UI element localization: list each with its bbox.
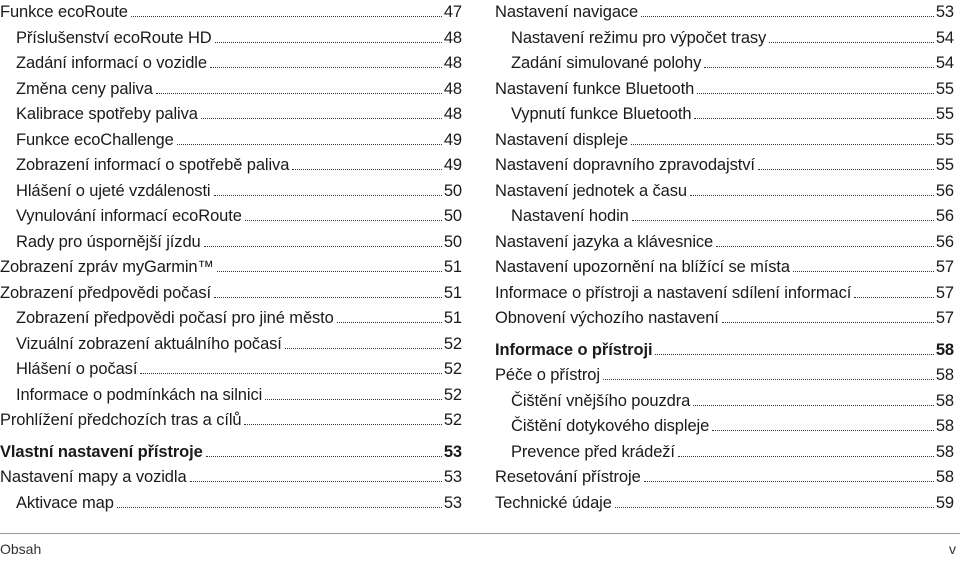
toc-entry-page: 48 [443,79,462,98]
toc-entry[interactable] [495,465,954,491]
toc-entry-title: Péče o přístroj [495,366,600,384]
toc-entry-title: Zobrazení předpovědi počasí pro jiné město [16,309,334,327]
toc-dot-leader [632,220,934,221]
toc-dot-leader [156,93,442,94]
toc-dot-leader [644,481,934,482]
toc-dot-leader [190,481,442,482]
toc-dot-leader [793,271,934,272]
toc-entry-title: Nastavení upozornění na blížící se místa [495,258,790,276]
toc-entry[interactable] [0,230,462,256]
toc-entry-page: 59 [935,493,954,512]
toc-entry[interactable] [0,204,462,230]
toc-entry-title: Informace o podmínkách na silnici [16,385,263,404]
toc-entry-page: 58 [935,391,954,410]
toc-dot-leader [214,195,442,196]
toc-entry-title: Obnovení výchozího nastavení [495,309,719,327]
toc-entry-page: 58 [935,366,954,384]
toc-entry-title: Funkce ecoChallenge [16,130,174,149]
toc-entry[interactable] [0,255,462,281]
toc-entry-page: 52 [443,411,462,429]
toc-dot-leader [265,399,442,400]
toc-entry[interactable] [495,153,954,179]
toc-entry-title: Nastavení jednotek a času [495,181,687,200]
toc-entry-page: 55 [935,130,954,149]
toc-entry-title: Informace o přístroji a nastavení sdílení informací [495,283,852,302]
toc-entry[interactable] [495,389,954,415]
toc-dot-leader [204,246,442,247]
toc-entry[interactable] [0,0,462,26]
toc-entry[interactable] [0,153,462,179]
toc-entry[interactable] [495,255,954,281]
toc-dot-leader [603,379,934,380]
toc-entry-title: Nastavení hodin [511,207,629,225]
toc-entry-page: 48 [443,105,462,123]
toc-entry[interactable] [495,306,954,332]
toc-entry-title: Zadání informací o vozidle [16,54,207,72]
toc-entry-page: 47 [443,3,462,21]
toc-dot-leader [631,144,934,145]
toc-entry-page: 50 [443,232,462,251]
toc-entry-page: 58 [935,417,954,435]
toc-entry-title: Změna ceny paliva [16,79,153,98]
toc-entry-page: 48 [443,28,462,47]
toc-entry-title: Nastavení navigace [495,3,639,21]
toc-entry-page: 49 [443,156,462,174]
toc-entry-page: 56 [935,181,954,200]
toc-entry[interactable] [495,363,954,389]
toc-dot-leader [292,169,442,170]
toc-dot-leader [678,456,934,457]
toc-entry-page: 55 [935,105,954,123]
toc-entry[interactable] [0,102,462,128]
toc-entry-page: 57 [935,309,954,327]
footer-section-label: Obsah [0,541,42,557]
toc-entry[interactable] [495,102,954,128]
toc-entry-page: 53 [443,442,462,461]
toc-entry-title: Prohlížení předchozích tras a cílů [0,411,242,429]
toc-entry-title: Vynulování informací ecoRoute [16,207,242,225]
toc-entry-title: Nastavení režimu pro výpočet trasy [511,28,767,47]
toc-entry-title: Prevence před krádeží [511,442,675,461]
toc-entry-title: Rady pro úspornější jízdu [16,232,201,251]
toc-entry[interactable] [495,491,954,517]
toc-entry-title: Zadání simulované polohy [511,54,702,72]
toc-dot-leader [201,118,442,119]
toc-dot-leader [722,322,934,323]
toc-dot-leader [694,118,933,119]
toc-entry[interactable] [0,128,462,154]
toc-entry[interactable] [495,338,954,364]
toc-left-column [0,0,462,516]
toc-dot-leader [337,322,442,323]
toc-entry[interactable] [0,465,462,491]
toc-entry[interactable] [495,204,954,230]
toc-entry[interactable] [0,332,462,358]
toc-dot-leader [140,373,442,374]
toc-entry[interactable] [0,77,462,103]
toc-entry[interactable] [495,179,954,205]
toc-dot-leader [697,93,934,94]
toc-entry[interactable] [0,440,462,466]
toc-entry-page: 53 [935,3,954,21]
toc-dot-leader [285,348,442,349]
toc-entry-page: 54 [935,28,954,47]
toc-entry-title: Funkce ecoRoute [0,3,128,21]
toc-entry-title: Nastavení funkce Bluetooth [495,79,695,98]
toc-entry-title: Aktivace map [16,493,114,512]
toc-entry[interactable] [0,357,462,383]
toc-dot-leader [758,169,934,170]
toc-entry[interactable] [495,440,954,466]
toc-entry[interactable] [495,0,954,26]
toc-dot-leader [641,16,934,17]
toc-entry-page: 51 [443,283,462,302]
toc-entry-page: 49 [443,130,462,149]
toc-entry-title: Zobrazení zpráv myGarmin™ [0,258,214,276]
toc-entry-title: Vypnutí funkce Bluetooth [511,105,692,123]
toc-entry-page: 57 [935,258,954,276]
toc-dot-leader [704,67,934,68]
toc-entry[interactable] [0,281,462,307]
toc-entry-title: Hlášení o ujeté vzdálenosti [16,181,211,200]
toc-dot-leader [131,16,442,17]
toc-dot-leader [655,354,933,355]
toc-entry[interactable] [0,491,462,517]
toc-entry-page: 57 [935,283,954,302]
toc-entry-title: Nastavení jazyka a klávesnice [495,232,714,251]
toc-entry[interactable] [0,26,462,52]
toc-entry[interactable] [495,230,954,256]
toc-entry-title: Kalibrace spotřeby paliva [16,105,198,123]
toc-dot-leader [716,246,934,247]
toc-dot-leader [769,42,934,43]
toc-entry[interactable] [495,77,954,103]
toc-entry[interactable] [495,414,954,440]
toc-entry-title: Čištění vnějšího pouzdra [511,391,691,410]
toc-entry[interactable] [0,383,462,409]
toc-entry-page: 50 [443,181,462,200]
toc-entry-page: 56 [935,232,954,251]
toc-entry[interactable] [0,51,462,77]
toc-dot-leader [690,195,934,196]
toc-entry[interactable] [495,281,954,307]
footer-divider [0,533,960,534]
toc-entry-page: 58 [935,340,954,359]
toc-dot-leader [244,424,441,425]
toc-entry-page: 55 [935,156,954,174]
toc-entry-page: 52 [443,385,462,404]
toc-entry-page: 53 [443,493,462,512]
toc-entry-title: Technické údaje [495,493,612,512]
toc-entry-page: 52 [443,360,462,378]
toc-dot-leader [177,144,442,145]
toc-dot-leader [615,507,934,508]
toc-entry-page: 51 [443,258,462,276]
toc-entry-page: 54 [935,54,954,72]
toc-dot-leader [217,271,442,272]
toc-dot-leader [854,297,934,298]
toc-entry[interactable] [0,179,462,205]
toc-entry-page: 48 [443,54,462,72]
toc-entry[interactable] [0,306,462,332]
toc-entry[interactable] [495,128,954,154]
toc-entry-title: Nastavení dopravního zpravodajství [495,156,755,174]
toc-entry-title: Vizuální zobrazení aktuálního počasí [16,334,282,353]
toc-entry-page: 51 [443,309,462,327]
toc-entry-page: 53 [443,468,462,486]
toc-dot-leader [206,456,442,457]
toc-entry-title: Nastavení displeje [495,130,629,149]
footer-page-number: v [949,541,956,557]
toc-dot-leader [215,42,442,43]
toc-dot-leader [117,507,442,508]
toc-entry-title: Vlastní nastavení přístroje [0,442,203,461]
toc-entry-page: 58 [935,442,954,461]
toc-dot-leader [712,430,934,431]
toc-entry-title: Zobrazení informací o spotřebě paliva [16,156,290,174]
toc-entry-page: 56 [935,207,954,225]
toc-entry-page: 58 [935,468,954,486]
toc-entry-title: Hlášení o počasí [16,360,138,378]
toc-entry-title: Čištění dotykového displeje [511,417,710,435]
toc-entry-page: 52 [443,334,462,353]
toc-entry-title: Příslušenství ecoRoute HD [16,28,212,47]
toc-entry-page: 50 [443,207,462,225]
toc-entry[interactable] [495,26,954,52]
toc-right-column [495,0,954,516]
toc-entry[interactable] [495,51,954,77]
toc-dot-leader [245,220,442,221]
toc-entry-title: Nastavení mapy a vozidla [0,468,187,486]
toc-entry-title: Informace o přístroji [495,340,653,359]
toc-dot-leader [214,297,442,298]
toc-dot-leader [693,405,934,406]
toc-entry-page: 55 [935,79,954,98]
toc-dot-leader [210,67,442,68]
toc-entry-title: Zobrazení předpovědi počasí [0,283,212,302]
toc-entry-title: Resetování přístroje [495,468,641,486]
toc-entry[interactable] [0,408,462,434]
